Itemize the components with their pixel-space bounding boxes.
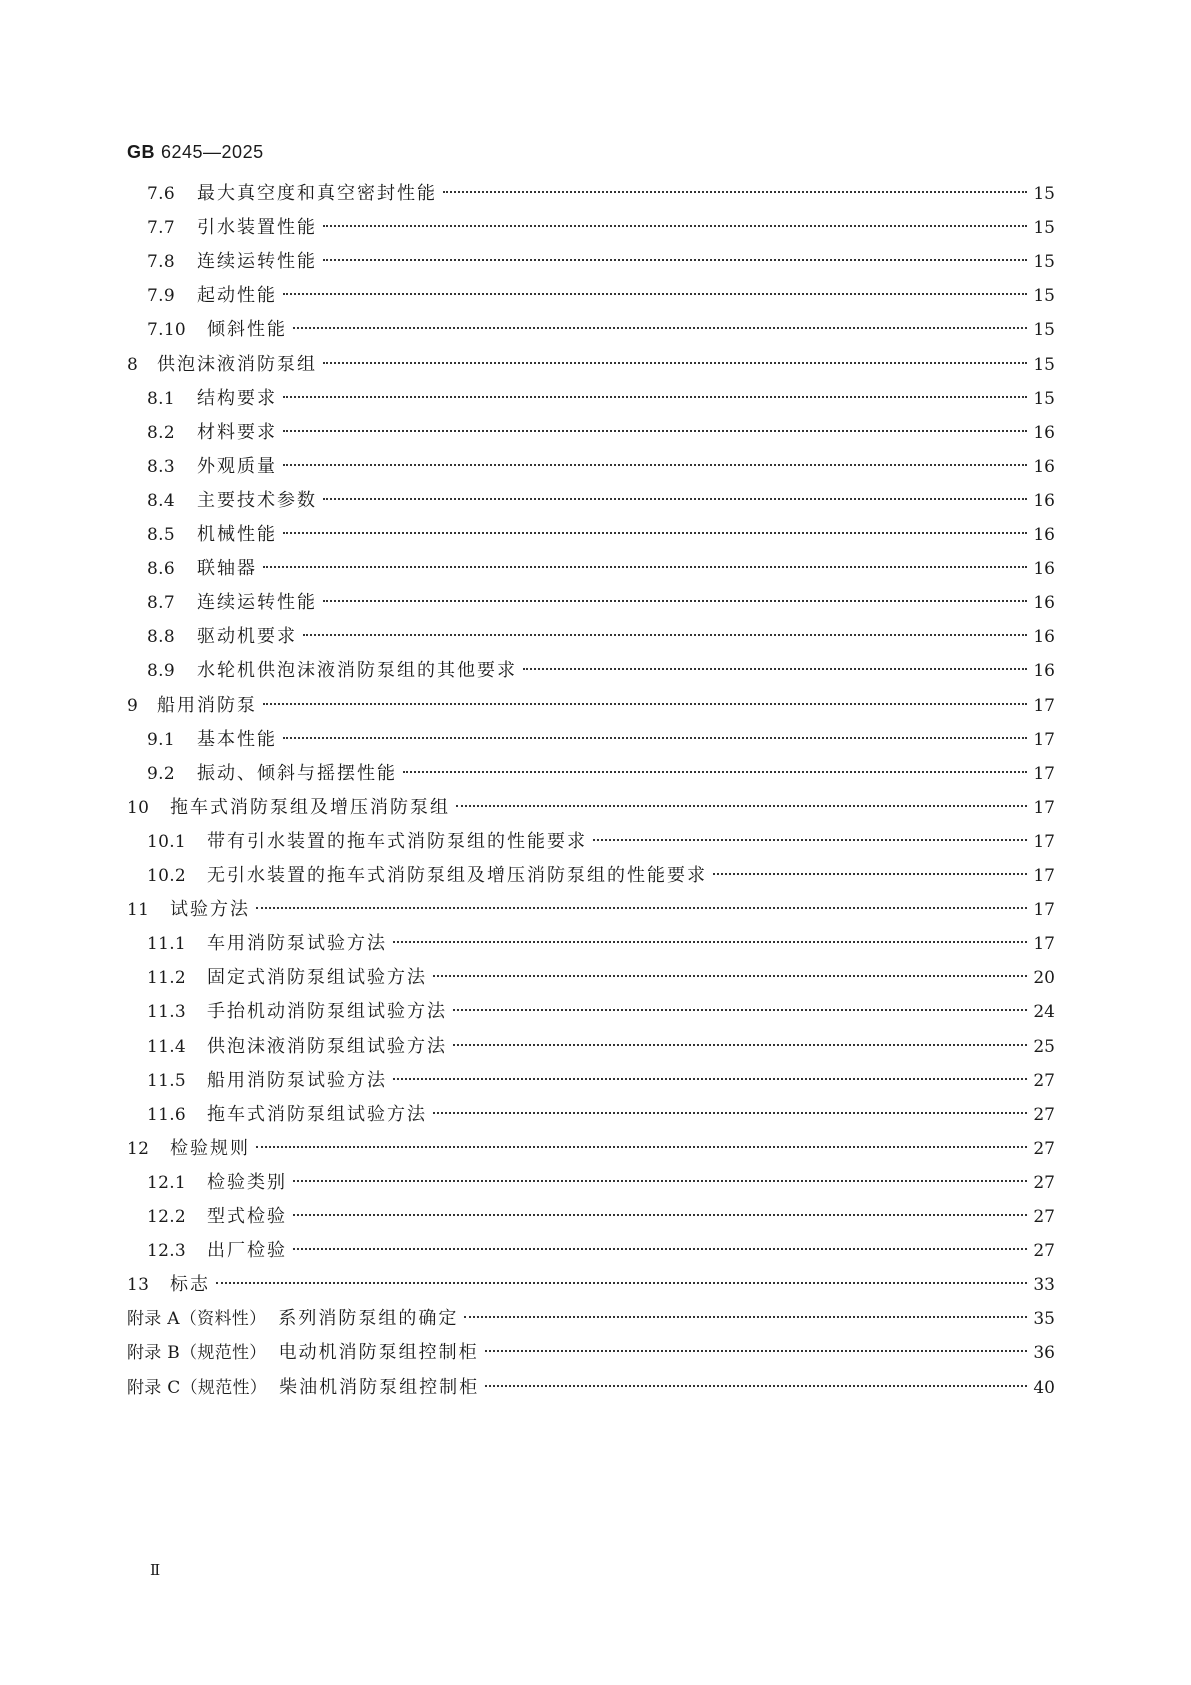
toc-entry-page: 16 [1033, 490, 1055, 511]
toc-entry[interactable] [127, 1375, 1055, 1401]
toc-entry-page: 16 [1033, 525, 1055, 545]
toc-dot-leader [485, 1350, 1027, 1352]
toc-entry-number: 7.7 [147, 218, 175, 239]
toc-dot-leader [453, 1009, 1027, 1011]
toc-entry[interactable] [127, 795, 1055, 821]
toc-entry-page: 40 [1033, 1377, 1055, 1398]
toc-entry-title: 无引水装置的拖车式消防泵组及增压消防泵组的性能要求 [207, 865, 707, 886]
toc-entry[interactable] [147, 522, 1055, 548]
toc-entry-page: 17 [1033, 831, 1055, 852]
toc-entry-title: 标志 [170, 1274, 210, 1296]
toc-entry[interactable] [147, 624, 1055, 650]
toc-entry-title: 水轮机供泡沫液消防泵组的其他要求 [197, 660, 517, 682]
toc-entry-title: 船用消防泵 [157, 694, 257, 716]
toc-dot-leader [485, 1385, 1027, 1387]
toc-dot-leader [456, 805, 1027, 807]
toc-dot-leader [256, 907, 1027, 909]
toc-dot-leader [713, 873, 1027, 875]
page-folio: Ⅱ [150, 1561, 161, 1579]
toc-entry-title: 系列消防泵组的确定 [278, 1308, 459, 1330]
toc-entry-title: 拖车式消防泵组及增压消防泵组 [170, 796, 450, 818]
toc-entry-number: 8.5 [147, 525, 175, 545]
toc-entry[interactable] [127, 1272, 1055, 1298]
toc-entry-title: 供泡沫液消防泵组试验方法 [207, 1035, 447, 1057]
toc-entry-number: 7.10 [147, 320, 187, 341]
toc-dot-leader [283, 430, 1027, 432]
toc-entry[interactable] [147, 965, 1055, 991]
toc-entry-page: 16 [1033, 559, 1055, 580]
toc-entry-page: 17 [1033, 934, 1055, 955]
toc-entry-page: 15 [1033, 320, 1055, 341]
toc-entry-page: 16 [1033, 627, 1055, 648]
toc-entry-page: 17 [1033, 866, 1055, 886]
toc-entry-number: 10 [127, 797, 150, 818]
toc-entry[interactable] [147, 215, 1055, 241]
toc-entry-title: 驱动机要求 [197, 626, 297, 648]
toc-entry-title: 检验规则 [170, 1137, 250, 1159]
toc-entry-number: 7.8 [147, 252, 175, 273]
toc-entry-page: 36 [1033, 1343, 1055, 1364]
toc-entry[interactable] [127, 1136, 1055, 1162]
toc-entry-number: 8.7 [147, 593, 175, 614]
toc-dot-leader [283, 293, 1027, 295]
toc-entry-title: 船用消防泵试验方法 [207, 1069, 387, 1091]
toc-entry-title: 检验类别 [207, 1171, 287, 1193]
toc-entry-title: 倾斜性能 [207, 319, 287, 341]
toc-entry-title: 拖车式消防泵组试验方法 [207, 1103, 427, 1125]
toc-dot-leader [303, 634, 1027, 636]
toc-entry[interactable] [147, 829, 1055, 855]
toc-dot-leader [293, 1180, 1027, 1182]
toc-entry-page: 24 [1033, 1002, 1055, 1023]
toc-dot-leader [293, 327, 1027, 329]
toc-entry[interactable] [147, 181, 1055, 207]
toc-entry-title: 固定式消防泵组试验方法 [207, 967, 427, 989]
toc-entry-number: 10.2 [147, 866, 187, 886]
toc-dot-leader [293, 1248, 1027, 1250]
toc-entry-title: 供泡沫液消防泵组 [157, 353, 317, 375]
toc-entry-page: 16 [1033, 456, 1055, 477]
toc-entry-title: 引水装置性能 [197, 217, 317, 239]
toc-entry-number: 附录 B（规范性） [127, 1343, 267, 1364]
toc-entry[interactable] [147, 590, 1055, 616]
toc-entry-number: 8.6 [147, 559, 175, 580]
toc-dot-leader [523, 668, 1027, 670]
toc-entry-title: 连续运转性能 [197, 592, 317, 614]
toc-entry-number: 11.6 [147, 1104, 187, 1125]
toc-entry-title: 起动性能 [197, 285, 277, 307]
toc-entry-title: 结构要求 [197, 387, 277, 409]
toc-entry-page: 17 [1033, 763, 1055, 784]
toc-entry-page: 17 [1033, 797, 1055, 818]
toc-entry-title: 主要技术参数 [197, 489, 317, 511]
toc-entry-page: 15 [1033, 286, 1055, 307]
toc-entry-number: 附录 C（规范性） [127, 1377, 268, 1398]
toc-entry-page: 27 [1033, 1138, 1055, 1159]
toc-dot-leader [256, 1146, 1027, 1148]
toc-entry-number: 8.8 [147, 627, 175, 648]
toc-entry-page: 17 [1033, 900, 1055, 921]
toc-dot-leader [263, 566, 1027, 568]
toc-dot-leader [464, 1316, 1027, 1318]
toc-entry[interactable] [147, 488, 1055, 514]
toc-entry-page: 25 [1033, 1036, 1055, 1057]
toc-entry[interactable] [147, 1204, 1055, 1230]
toc-entry-title: 振动、倾斜与摇摆性能 [197, 762, 397, 784]
toc-entry[interactable] [147, 999, 1055, 1025]
toc-dot-leader [323, 600, 1027, 602]
toc-entry-number: 10.1 [147, 831, 187, 852]
toc-entry[interactable] [147, 556, 1055, 582]
toc-entry[interactable] [147, 249, 1055, 275]
toc-dot-leader [593, 839, 1027, 841]
toc-entry-title: 连续运转性能 [197, 251, 317, 273]
toc-entry-number: 8.4 [147, 490, 175, 511]
toc-entry-page: 16 [1033, 593, 1055, 614]
toc-entry[interactable] [147, 317, 1055, 343]
toc-entry-page: 15 [1033, 184, 1055, 204]
toc-entry-title: 车用消防泵试验方法 [207, 933, 387, 955]
toc-entry-number: 8.3 [147, 456, 175, 477]
toc-entry-page: 16 [1033, 422, 1055, 443]
toc-dot-leader [323, 225, 1027, 227]
toc-entry-title: 柴油机消防泵组控制柜 [279, 1376, 480, 1398]
toc-entry-title: 出厂检验 [207, 1240, 287, 1262]
toc-entry[interactable] [127, 352, 1055, 378]
toc-entry-title: 材料要求 [197, 421, 277, 443]
standard-prefix: GB [127, 142, 155, 162]
toc-entry-number: 7.9 [147, 286, 175, 307]
toc-entry-page: 15 [1033, 218, 1055, 239]
toc-entry-title: 带有引水装置的拖车式消防泵组的性能要求 [207, 830, 587, 852]
toc-entry-title: 外观质量 [197, 455, 277, 477]
toc-entry[interactable] [147, 761, 1055, 787]
toc-entry-page: 20 [1033, 968, 1055, 989]
toc-entry-number: 9.1 [147, 729, 175, 750]
toc-entry-number: 8 [127, 354, 139, 375]
toc-entry-page: 27 [1033, 1070, 1055, 1091]
toc-entry-page: 17 [1033, 729, 1055, 750]
toc-dot-leader [323, 362, 1027, 364]
toc-entry-page: 27 [1033, 1207, 1055, 1227]
toc-entry[interactable] [147, 1238, 1055, 1264]
toc-entry-number: 9 [127, 695, 139, 716]
toc-entry-number: 12 [127, 1138, 150, 1159]
toc-entry-title: 基本性能 [197, 728, 277, 750]
toc-entry[interactable] [147, 658, 1055, 684]
toc-entry[interactable] [147, 386, 1055, 412]
toc-entry[interactable] [147, 863, 1055, 889]
toc-dot-leader [216, 1282, 1027, 1284]
standard-number: 6245—2025 [161, 142, 264, 162]
toc-dot-leader [443, 191, 1027, 193]
toc-dot-leader [403, 771, 1027, 773]
toc-entry-number: 12.1 [147, 1172, 187, 1193]
toc-entry-page: 27 [1033, 1241, 1055, 1262]
toc-entry-title: 联轴器 [197, 558, 257, 580]
toc-entry-number: 11.4 [147, 1036, 187, 1057]
toc-entry[interactable] [127, 1306, 1055, 1332]
toc-entry[interactable] [147, 454, 1055, 480]
toc-entry-page: 15 [1033, 388, 1055, 409]
toc-entry-title: 电动机消防泵组控制柜 [278, 1342, 479, 1364]
toc-entry-number: 11.2 [147, 968, 187, 989]
toc-entry-page: 17 [1033, 695, 1055, 716]
toc-entry[interactable] [127, 897, 1055, 923]
toc-entry[interactable] [127, 1340, 1055, 1366]
toc-entry-page: 15 [1033, 354, 1055, 375]
toc-entry[interactable] [147, 1170, 1055, 1196]
toc-dot-leader [263, 703, 1027, 705]
toc-entry[interactable] [147, 1068, 1055, 1094]
toc-entry[interactable] [127, 693, 1055, 719]
toc-dot-leader [453, 1044, 1027, 1046]
toc-entry-page: 16 [1033, 661, 1055, 682]
toc-entry-number: 12.3 [147, 1241, 187, 1262]
toc-entry-title: 最大真空度和真空密封性能 [197, 183, 437, 204]
toc-entry[interactable] [147, 727, 1055, 753]
toc-entry-number: 11.5 [147, 1070, 187, 1091]
toc-entry-number: 12.2 [147, 1207, 187, 1227]
toc-entry-number: 11.3 [147, 1002, 187, 1023]
toc-entry-number: 附录 A（资料性） [127, 1309, 267, 1330]
toc-entry-page: 27 [1033, 1104, 1055, 1125]
toc-entry-title: 试验方法 [170, 899, 250, 921]
toc-entry-title: 手抬机动消防泵组试验方法 [207, 1001, 447, 1023]
toc-entry-page: 15 [1033, 252, 1055, 273]
toc-dot-leader [393, 1078, 1027, 1080]
toc-dot-leader [393, 941, 1027, 943]
toc-entry[interactable] [147, 283, 1055, 309]
toc-entry[interactable] [147, 1034, 1055, 1060]
toc-dot-leader [323, 259, 1027, 261]
toc-entry-page: 35 [1033, 1309, 1055, 1330]
toc-dot-leader [283, 396, 1027, 398]
toc-entry[interactable] [147, 931, 1055, 957]
toc-entry-title: 机械性能 [197, 524, 277, 545]
toc-entry-number: 7.6 [147, 184, 175, 204]
toc-entry-number: 8.9 [147, 661, 175, 682]
toc-entry-number: 8.1 [147, 388, 175, 409]
toc-entry-page: 33 [1033, 1275, 1055, 1296]
toc-entry-number: 11.1 [147, 934, 187, 955]
toc-entry[interactable] [147, 420, 1055, 446]
toc-dot-leader [283, 737, 1027, 739]
toc-dot-leader [293, 1214, 1027, 1216]
toc-dot-leader [283, 464, 1027, 466]
toc-entry-title: 型式检验 [207, 1206, 287, 1227]
toc-entry-number: 8.2 [147, 422, 175, 443]
toc-dot-leader [283, 532, 1027, 534]
toc-entry-number: 11 [127, 900, 150, 921]
toc-dot-leader [433, 975, 1027, 977]
toc-dot-leader [323, 498, 1027, 500]
toc-entry-page: 27 [1033, 1172, 1055, 1193]
toc-entry[interactable] [147, 1102, 1055, 1128]
toc-entry-number: 13 [127, 1275, 150, 1296]
toc-entry-number: 9.2 [147, 763, 175, 784]
toc-dot-leader [433, 1112, 1027, 1114]
